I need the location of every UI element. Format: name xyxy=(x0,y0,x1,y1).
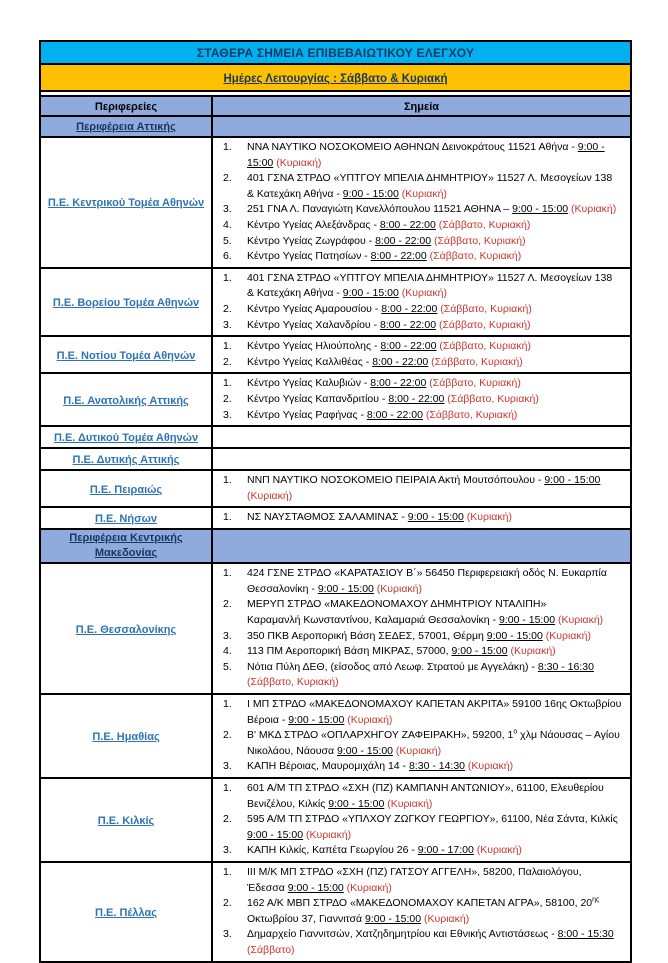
point-item xyxy=(223,234,622,250)
days-note: (Κυριακή) xyxy=(542,629,591,642)
table-row xyxy=(40,778,631,862)
table-row xyxy=(40,426,631,448)
time-range: 8:30 - 14:30 xyxy=(408,760,466,773)
time-range: 9:00 - 15:00 xyxy=(342,287,399,300)
item-number: 1. xyxy=(223,567,232,580)
point-item xyxy=(223,927,622,958)
item-text xyxy=(247,510,622,526)
days-note: (Σάββατο, Κυριακή) xyxy=(428,355,523,368)
point-item xyxy=(223,376,622,392)
item-number: 2. xyxy=(223,302,232,315)
point-item xyxy=(223,392,622,408)
point-text: 595 Α/Μ ΤΠ ΣΤΡΔΟ «ΥΠΛΧΟΥ ΖΩΓΚΟΥ ΓΕΩΡΓΙΟΥ», 61100, Νέα Σάντα, Κιλκίς xyxy=(247,813,618,826)
time-range: 8:00 - 22:00 xyxy=(366,408,423,421)
point-item xyxy=(223,318,622,334)
days-note: (Κυριακή) xyxy=(343,881,392,894)
point-item xyxy=(223,629,622,645)
time-range: 9:00 - 15:00 xyxy=(317,582,374,595)
time-range: 8:00 - 22:00 xyxy=(380,340,437,353)
points-list xyxy=(223,697,622,775)
table-row xyxy=(40,448,631,470)
regions-column-header xyxy=(40,96,212,116)
point-item xyxy=(223,896,622,927)
region-group-row xyxy=(40,529,631,563)
point-item xyxy=(223,843,622,859)
item-text xyxy=(247,781,622,812)
table-row xyxy=(40,563,631,694)
group-label: Περιφέρεια Αττικής xyxy=(76,121,176,133)
points-list xyxy=(223,140,622,265)
days-note: (Κυριακή) xyxy=(393,744,442,757)
item-text xyxy=(247,318,622,334)
item-number: 6. xyxy=(223,250,232,263)
point-text: Κέντρο Υγείας Καλυβιών - xyxy=(247,377,371,390)
item-text xyxy=(247,473,622,504)
point-text: Καραμανλή Κωνσταντίνου, Καλαμαριά Θεσσαλονίκη - xyxy=(247,614,499,627)
group-empty-cell xyxy=(212,529,631,563)
days-note: (Κυριακή) xyxy=(398,187,447,200)
table-row xyxy=(40,137,631,268)
point-text: Κέντρο Υγείας Ηλιούπολης - xyxy=(247,340,381,353)
point-text: 113 ΠΜ Αεροπορική Βάση ΜΙΚΡΑΣ, 57000, xyxy=(247,645,452,658)
item-number: 3. xyxy=(223,928,232,941)
table-row xyxy=(40,862,631,962)
point-item xyxy=(223,644,622,660)
days-note: (Κυριακή) xyxy=(273,156,322,169)
item-number: 1. xyxy=(223,782,232,794)
point-text: ο xyxy=(513,728,518,736)
item-text xyxy=(247,234,622,250)
item-text xyxy=(247,697,622,728)
point-text: 401 ΓΣΝΑ ΣΤΡΔΟ «ΥΠΤΓΟΥ ΜΠΕΛΙΑ ΔΗΜΗΤΡΙΟΥ» 11527 Λ. Μεσογείων 138 & Κατεχάκη Αθήνα - xyxy=(247,172,613,200)
item-number: 2. xyxy=(223,172,232,185)
days-note: (Κυριακή) xyxy=(384,797,433,810)
region-label[interactable]: Π.Ε. Δυτικής Αττικής xyxy=(72,454,180,467)
point-text: ΚΑΠΗ Βέροιας, Μαυρομιχάλη 14 - xyxy=(247,760,409,773)
operating-days-text: Ημέρες Λειτουργίας : Σάββατο & Κυριακή xyxy=(223,72,448,85)
item-text xyxy=(247,392,622,408)
operating-days-band xyxy=(40,64,631,91)
item-number: 2. xyxy=(223,598,232,611)
item-number: 1. xyxy=(223,340,232,353)
item-text xyxy=(247,202,622,218)
points-cell xyxy=(212,507,631,529)
time-range: 9:00 - 15:00 xyxy=(512,203,569,216)
point-item xyxy=(223,302,622,318)
point-text: ΚΑΠΗ Κιλκίς, Καπέτα Γεωργίου 26 - xyxy=(247,844,418,857)
time-range: 8:00 - 22:00 xyxy=(370,250,427,263)
point-text: Κέντρο Υγείας Πατησίων - xyxy=(247,250,371,263)
days-note: (Κυριακή) xyxy=(507,645,556,658)
item-text xyxy=(247,566,622,597)
item-number: 2. xyxy=(223,729,232,742)
points-cell xyxy=(212,137,631,268)
point-item xyxy=(223,566,622,597)
time-range: 8:00 - 22:00 xyxy=(370,377,427,390)
group-empty-cell xyxy=(212,116,631,137)
point-text: Β' ΜΚΔ ΣΤΡΔΟ «ΟΠΛΑΡΧΗΓΟΥ ΖΑΦΕΙΡΑΚΗ», 59200, 1 xyxy=(247,729,514,742)
title-band xyxy=(40,41,631,64)
item-number: 2. xyxy=(223,355,232,368)
item-number: 3. xyxy=(223,844,232,857)
time-range: 8:00 - 22:00 xyxy=(388,392,445,405)
days-note: (Κυριακή) xyxy=(247,489,293,502)
time-range: 9:00 - 15:00 xyxy=(288,713,345,726)
point-text: ΝΝΑ ΝΑΥΤΙΚΟ ΝΟΣΟΚΟΜΕΙΟ ΑΘΗΝΩΝ Δεινοκράτους 11521 Αθήνα - xyxy=(247,141,578,153)
time-range: 9:00 - 17:00 xyxy=(417,844,474,857)
days-note: (Σάββατο, Κυριακή) xyxy=(444,392,539,405)
regions-header-text: Περιφερείες xyxy=(94,101,158,113)
points-cell xyxy=(212,694,631,778)
item-text xyxy=(247,171,622,202)
time-range: 9:00 - 15:00 xyxy=(336,744,394,757)
item-text xyxy=(247,140,622,171)
points-list xyxy=(223,473,622,504)
time-range: 8:00 - 22:00 xyxy=(379,218,436,231)
point-item xyxy=(223,597,622,628)
item-number: 4. xyxy=(223,218,232,231)
time-range: 9:00 - 15:00 xyxy=(328,797,385,810)
time-range: 9:00 - 15:00 xyxy=(544,474,601,487)
item-number: 3. xyxy=(223,760,232,773)
points-cell xyxy=(212,470,631,507)
point-text: Κέντρο Υγείας Αλεξάνδρας - xyxy=(247,218,380,231)
points-cell xyxy=(212,336,631,373)
point-item xyxy=(223,510,622,526)
time-range: 9:00 - 15:00 xyxy=(451,645,508,658)
point-item xyxy=(223,660,622,691)
days-note: (Κυριακή) xyxy=(555,614,604,627)
days-note: (Σάββατο, Κυριακή) xyxy=(436,340,531,353)
days-note: (Σάββατο) xyxy=(247,943,295,956)
point-item xyxy=(223,697,622,728)
point-text: Κέντρο Υγείας Καλλιθέας - xyxy=(247,355,373,368)
region-label[interactable]: Π.Ε. Ημαθίας xyxy=(92,731,160,744)
item-number: 2. xyxy=(223,897,232,910)
time-range: 9:00 - 15:00 xyxy=(287,881,344,894)
point-text: Δημαρχείο Γιαννιτσών, Χατζηδημητρίου και Εθνικής Αντιστάσεως - xyxy=(247,928,558,941)
points-header-text: Σημεία xyxy=(403,101,440,113)
point-text: 251 ΓΝΑ Λ. Παναγιώτη Κανελλόπουλου 11521 ΑΘΗΝΑ – xyxy=(247,203,513,216)
days-note: (Κυριακή) xyxy=(344,713,393,726)
item-text xyxy=(247,376,622,392)
days-note: (Σάββατο, Κυριακή) xyxy=(437,302,532,315)
time-range: 9:00 - 15:00 xyxy=(486,629,543,642)
region-label[interactable]: Π.Ε. Πέλλας xyxy=(95,906,157,919)
time-range: 8:30 - 16:30 xyxy=(537,660,594,673)
points-cell xyxy=(212,862,631,962)
item-number: 4. xyxy=(223,645,232,658)
days-note: (Σάββατο, Κυριακή) xyxy=(435,218,531,231)
item-text xyxy=(247,597,622,628)
points-list xyxy=(223,566,622,691)
item-number: 3. xyxy=(223,203,232,216)
days-note: (Κυριακή) xyxy=(463,511,512,524)
item-number: 5. xyxy=(223,234,232,247)
item-text xyxy=(247,408,622,424)
item-text xyxy=(247,660,622,691)
days-note: (Κυριακή) xyxy=(421,912,470,925)
points-list xyxy=(223,865,622,959)
points-list xyxy=(223,781,622,859)
points-cell xyxy=(212,268,631,336)
point-text: 350 ΠΚΒ Αεροπορική Βάση ΣΕΔΕΣ, 57001, Θέρμη xyxy=(247,629,487,642)
point-item xyxy=(223,202,622,218)
item-number: 1. xyxy=(223,474,232,487)
point-text: Κέντρο Υγείας Ζωγράφου - xyxy=(247,234,376,247)
item-text xyxy=(247,759,622,775)
point-text: Οκτωβρίου 37, Γιαννιτσά xyxy=(247,912,366,925)
days-note: (Σάββατο, Κυριακή) xyxy=(436,318,531,331)
point-item xyxy=(223,759,622,775)
item-number: 1. xyxy=(223,511,232,524)
item-number: 1. xyxy=(223,698,232,711)
table-row xyxy=(40,268,631,336)
point-text: ΙΙΙ Μ/Κ ΜΠ ΣΤΡΔΟ «ΣΧΗ (ΠΖ) ΓΑΤΣΟΥ ΑΓΓΕΛΗ», 58200, Παλαιολόγου, Έδεσσα xyxy=(247,865,582,894)
item-number: 3. xyxy=(223,408,232,421)
points-cell xyxy=(212,778,631,862)
point-text: Νότια Πύλη ΔΕΘ, (είσοδος από Λεωφ. Στρατού με Αγγελάκη) - xyxy=(247,660,538,673)
item-text xyxy=(247,339,622,355)
region-label[interactable]: Π.Ε. Νοτίου Τομέα Αθηνών xyxy=(56,349,196,362)
time-range: 8:00 - 22:00 xyxy=(379,318,437,331)
point-text: ΜΕΡΥΠ ΣΤΡΔΟ «ΜΑΚΕΔΟΝΟΜΑΧΟΥ ΔΗΜΗΤΡΙΟΥ ΝΤΑΛΙΠΗ» xyxy=(247,598,547,611)
days-note: (Κυριακή) xyxy=(465,760,514,773)
item-text xyxy=(247,644,622,660)
point-item xyxy=(223,140,622,171)
point-item xyxy=(223,781,622,812)
days-note: (Σάββατο, Κυριακή) xyxy=(422,408,518,421)
item-number: 1. xyxy=(223,865,232,878)
days-note: (Κυριακή) xyxy=(373,582,422,595)
item-text xyxy=(247,271,622,302)
point-text: 401 ΓΣΝΑ ΣΤΡΔΟ «ΥΠΤΓΟΥ ΜΠΕΛΙΑ ΔΗΜΗΤΡΙΟΥ» 11527 Λ. Μεσογείων 138 & Κατεχάκη Αθήνα - xyxy=(247,271,613,300)
item-text xyxy=(247,896,622,927)
time-range: 9:00 - 15:00 xyxy=(407,511,464,524)
group-label: Περιφέρεια Κεντρικής Μακεδονίας xyxy=(69,532,183,560)
item-text xyxy=(247,927,622,958)
point-text: χλμ Νάουσας – Αγίου Νικολάου, Νάουσα xyxy=(247,729,620,757)
point-item xyxy=(223,355,622,371)
point-text: Κέντρο Υγείας Ραφήνας - xyxy=(247,408,367,421)
time-range: 8:00 - 22:00 xyxy=(381,302,438,315)
table-row xyxy=(40,336,631,373)
time-range: 8:00 - 22:00 xyxy=(375,234,432,247)
time-range: 9:00 - 15:00 xyxy=(498,614,556,627)
time-range: 9:00 - 15:00 xyxy=(342,187,399,200)
region-label[interactable]: Π.Ε. Θεσσαλονίκης xyxy=(75,623,177,636)
days-note: (Κυριακή) xyxy=(303,828,352,841)
table-row xyxy=(40,694,631,778)
point-text: ΝΣ ΝΑΥΣΤΑΘΜΟΣ ΣΑΛΑΜΙΝΑΣ - xyxy=(247,511,408,524)
point-text: Ι ΜΠ ΣΤΡΔΟ «ΜΑΚΕΔΟΝΟΜΑΧΟΥ ΚΑΠΕΤΑΝ ΑΚΡΙΤΑ» 59100 16ης Οκτωβρίου Βέροια - xyxy=(247,698,622,726)
days-note: (Σάββατο, Κυριακή) xyxy=(426,377,521,390)
time-range: 8:00 - 15:30 xyxy=(557,928,614,941)
points-list xyxy=(223,376,622,423)
points-list xyxy=(223,510,622,526)
region-label[interactable]: Π.Ε. Κιλκίς xyxy=(97,814,155,827)
time-range: 9:00 - 15:00 xyxy=(247,828,304,841)
days-note: (Σάββατο, Κυριακή) xyxy=(247,676,339,689)
point-text: 424 ΓΣΝΕ ΣΤΡΔΟ «ΚΑΡΑΤΑΣΙΟΥ Β΄» 56450 Περιφερειακή οδός Ν. Ευκαρπία Θεσσαλονίκη - xyxy=(247,567,607,595)
points-cell xyxy=(212,373,631,426)
point-item xyxy=(223,865,622,896)
item-text xyxy=(247,218,622,234)
table-row xyxy=(40,470,631,507)
item-number: 1. xyxy=(223,141,232,153)
point-item xyxy=(223,171,622,202)
region-label[interactable]: Π.Ε. Πειραιώς xyxy=(89,483,163,496)
point-item xyxy=(223,728,622,759)
point-item xyxy=(223,249,622,265)
time-range: 9:00 - 15:00 xyxy=(247,141,605,169)
document-page xyxy=(39,40,630,963)
item-number: 2. xyxy=(223,813,232,826)
point-text: 162 Α/Κ ΜΒΠ ΣΤΡΔΟ «ΜΑΚΕΔΟΝΟΜΑΧΟΥ ΚΑΠΕΤΑΝ ΑΓΡΑ», 58100, 20 xyxy=(247,897,593,910)
region-group-row xyxy=(40,116,631,137)
time-range: 9:00 - 15:00 xyxy=(365,912,422,925)
control-points-table xyxy=(39,40,632,963)
point-item xyxy=(223,812,622,843)
item-text xyxy=(247,728,622,759)
time-range: 8:00 - 22:00 xyxy=(372,355,429,368)
item-number: 2. xyxy=(223,392,232,405)
item-text xyxy=(247,843,622,859)
days-note: (Κυριακή) xyxy=(398,287,447,300)
item-number: 1. xyxy=(223,271,232,284)
point-item xyxy=(223,218,622,234)
points-list xyxy=(223,271,622,333)
point-text: 601 Α/Μ ΤΠ ΣΤΡΔΟ «ΣΧΗ (ΠΖ) ΚΑΜΠΑΝΗ ΑΝΤΩΝΙΟΥ», 61100, Ελευθερίου Βενιζέλου, Κιλκίς xyxy=(247,782,604,810)
days-note: (Σάββατο, Κυριακή) xyxy=(431,234,526,247)
point-item xyxy=(223,408,622,424)
point-text: Κέντρο Υγείας Καπανδριτίου - xyxy=(247,392,389,405)
days-note: (Σάββατο, Κυριακή) xyxy=(426,250,522,263)
item-text xyxy=(247,629,622,645)
table-body xyxy=(40,41,631,962)
points-cell xyxy=(212,563,631,694)
point-text: ΝΝΠ ΝΑΥΤΙΚΟ ΝΟΣΟΚΟΜΕΙΟ ΠΕΙΡΑΙΑ Ακτή Μουτσόπουλου - xyxy=(247,474,545,487)
point-text: ης xyxy=(592,896,600,904)
item-number: 3. xyxy=(223,629,232,642)
days-note: (Κυριακή) xyxy=(473,844,522,857)
region-label[interactable]: Π.Ε. Δυτικού Τομέα Αθηνών xyxy=(53,432,199,445)
column-header-row xyxy=(40,96,631,116)
region-label[interactable]: Π.Ε. Ανατολικής Αττικής xyxy=(63,394,189,407)
point-text: Κέντρο Υγείας Χαλανδρίου - xyxy=(247,318,380,331)
item-number: 3. xyxy=(223,318,232,331)
table-row xyxy=(40,373,631,426)
region-label[interactable]: Π.Ε. Κεντρικού Τομέα Αθηνών xyxy=(47,197,205,210)
points-column-header xyxy=(212,96,631,116)
item-number: 5. xyxy=(223,660,232,673)
region-label[interactable]: Π.Ε. Νήσων xyxy=(94,513,158,526)
points-cell xyxy=(212,426,631,448)
item-text xyxy=(247,249,622,265)
point-item xyxy=(223,473,622,504)
item-number: 1. xyxy=(223,377,232,390)
page-title: ΣΤΑΘΕΡΑ ΣΗΜΕΙΑ ΕΠΙΒΕΒΑΙΩΤΙΚΟΥ ΕΛΕΓΧΟΥ xyxy=(196,45,475,60)
region-label[interactable]: Π.Ε. Βορείου Τομέα Αθηνών xyxy=(52,296,200,309)
points-list xyxy=(223,339,622,370)
item-text xyxy=(247,302,622,318)
point-text: Κέντρο Υγείας Αμαρουσίου - xyxy=(247,302,382,315)
points-cell xyxy=(212,448,631,470)
item-text xyxy=(247,812,622,843)
item-text xyxy=(247,355,622,371)
table-row xyxy=(40,507,631,529)
item-text xyxy=(247,865,622,896)
point-item xyxy=(223,339,622,355)
point-item xyxy=(223,271,622,302)
days-note: (Κυριακή) xyxy=(568,203,617,216)
